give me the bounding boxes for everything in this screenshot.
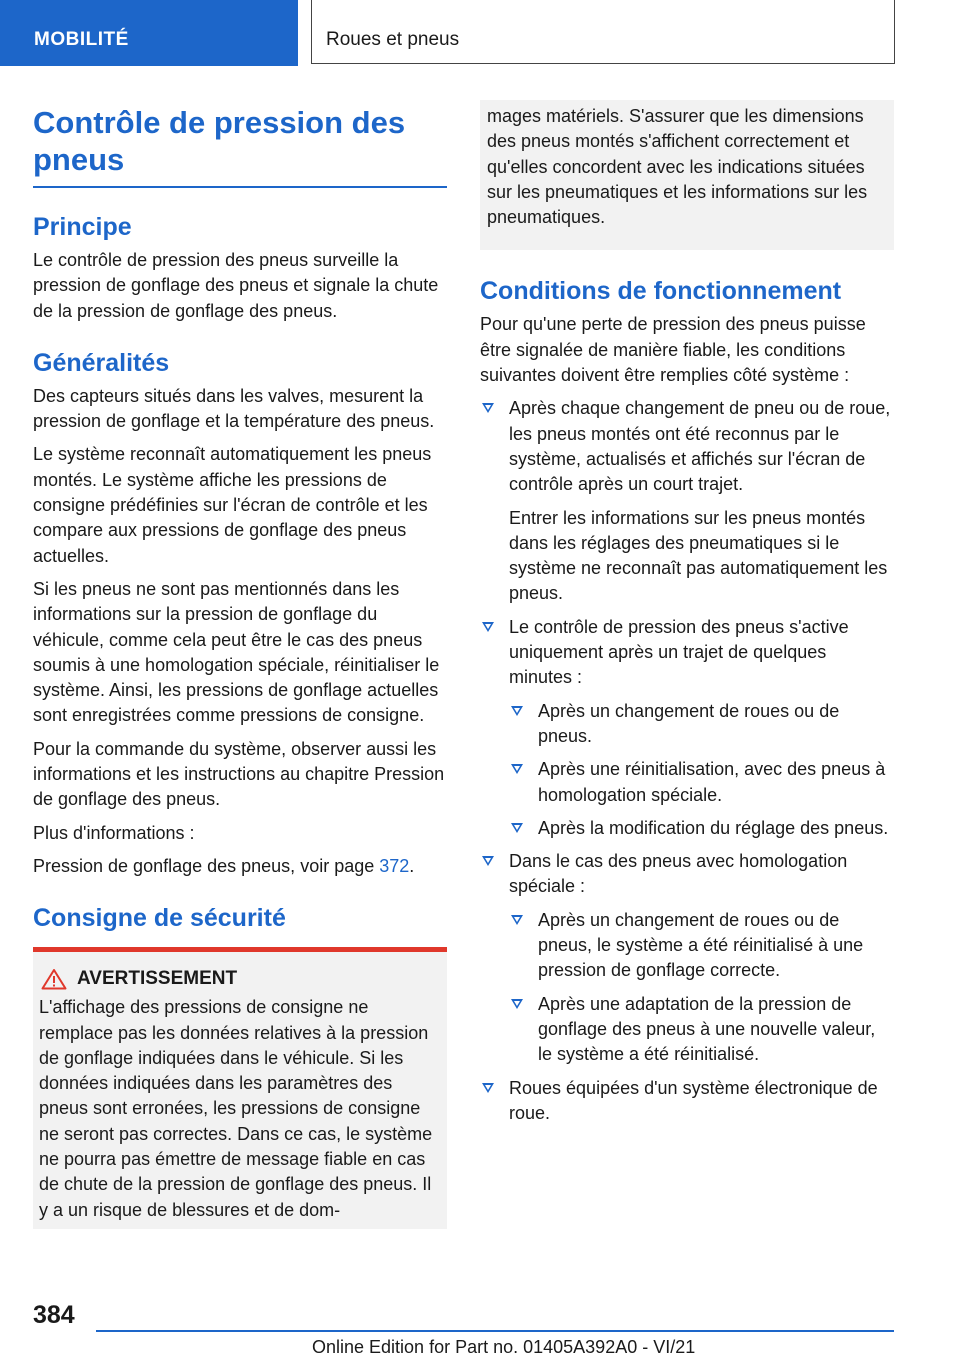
triangle-bullet-icon bbox=[511, 764, 523, 774]
sub-list-item bbox=[509, 699, 894, 750]
sub-list-item bbox=[509, 908, 894, 984]
triangle-bullet-icon bbox=[482, 856, 494, 866]
list-item-text: Roues équipées d'un système électronique de roue. bbox=[509, 1077, 878, 1123]
edition-text: Online Edition for Part no. 01405A392A0 - VI/21 bbox=[312, 1337, 696, 1357]
sub-list-item-text: Après une réinitialisation, avec des pneus à homologation spéciale. bbox=[538, 759, 886, 805]
paragraph: Pour la commande du système, observer aussi les informations et les instructions au chapitre Pression de gonflage des pneus. bbox=[33, 738, 445, 810]
sub-list-item bbox=[509, 757, 894, 808]
triangle-bullet-icon bbox=[511, 915, 523, 925]
page-title: Contrôle de pression des pneus bbox=[33, 100, 447, 188]
triangle-bullet-icon bbox=[482, 403, 494, 413]
section-tab: MOBILITÉ bbox=[0, 0, 298, 66]
sub-list-item-text: Après la modification du réglage des pneus. bbox=[538, 817, 889, 838]
paragraph: Plus d'informations : bbox=[33, 822, 195, 843]
warning-box-continued bbox=[480, 100, 894, 250]
chapter-title: Roues et pneus bbox=[311, 0, 895, 64]
list-item bbox=[480, 396, 894, 606]
reference-text: Pression de gonflage des pneus, voir page bbox=[33, 855, 380, 876]
list-item bbox=[480, 849, 894, 1067]
sub-list-item bbox=[509, 816, 894, 841]
list-item-extra: Entrer les informations sur les pneus montés dans les réglages des pneumatiques si le système ne reconnaît pas automatiquement les pneus. bbox=[509, 507, 888, 604]
warning-header bbox=[41, 968, 439, 990]
paragraph: Le contrôle de pression des pneus surveille la pression de gonflage des pneus et signale la chute de la pression de gonflage des pneus. bbox=[33, 250, 439, 321]
paragraph: Des capteurs situés dans les valves, mesurent la pression de gonflage et la température des pneus. bbox=[33, 385, 435, 432]
list-item bbox=[480, 1076, 894, 1127]
conditions-list bbox=[480, 396, 894, 1126]
list-item-text: Le contrôle de pression des pneus s'active uniquement après un trajet de quelques minutes : bbox=[509, 616, 849, 688]
sub-list-item-text: Après une adaptation de la pression de gonflage des pneus à une nouvelle valeur, le système a été réinitialisé. bbox=[538, 993, 876, 1065]
triangle-bullet-icon bbox=[511, 823, 523, 833]
heading-principe: Principe bbox=[33, 213, 132, 241]
list-item-text: Après chaque changement de pneu ou de roue, les pneus montés ont été reconnus par le système, actualisés et affichés sur l'écran de contrôle après un court trajet. bbox=[509, 398, 891, 495]
warning-text: L'affichage des pressions de consigne ne remplace pas les données relatives à la pression de gonflage indiquées dans le véhicule. Si les données indiquées dans les paramètres des pneus sont erronées, les pressions de consigne ne seront pas correctes. Dans ce cas, le système ne pourra pas émettre de message fiable en cas de chute de la pression de gonflage des pneus. Il y a un risque de blessures et de dom- bbox=[39, 997, 433, 1220]
list-item bbox=[480, 615, 894, 841]
heading-generalites: Généralités bbox=[33, 348, 170, 377]
cross-reference bbox=[33, 854, 447, 879]
page-link[interactable]: 372 bbox=[379, 855, 410, 876]
warning-title: AVERTISSEMENT bbox=[77, 968, 238, 990]
triangle-bullet-icon bbox=[482, 1083, 494, 1093]
paragraph: Le système reconnaît automatiquement les pneus montés. Le système affiche les pressions de consigne prédéfinies sur l'écran de contrôle et les compare aux pressions de gonflage des pneus actuelles. bbox=[33, 444, 432, 566]
sub-list bbox=[509, 908, 894, 1068]
page-number: 384 bbox=[33, 1301, 75, 1329]
sub-list-item-text: Après un changement de roues ou de pneus. bbox=[538, 700, 840, 746]
triangle-bullet-icon bbox=[482, 622, 494, 632]
heading-securite: Consigne de sécurité bbox=[33, 904, 286, 933]
heading-conditions: Conditions de fonctionnement bbox=[480, 277, 842, 306]
sub-list bbox=[509, 699, 894, 841]
sub-list-item-text: Après un changement de roues ou de pneus, le système a été réinitialisé à une pression de gonflage correcte. bbox=[538, 909, 864, 981]
warning-triangle-icon bbox=[41, 968, 67, 990]
triangle-bullet-icon bbox=[511, 999, 523, 1009]
right-column bbox=[480, 100, 894, 1134]
paragraph: Si les pneus ne sont pas mentionnés dans les informations sur la pression de gonflage du véhicule, comme cela peut être le cas des pneus soumis à une homologation spéciale, réinitialiser le système. Ainsi, les pressions de gonflage actuelles sont enregistrées comme pressions de consigne. bbox=[33, 578, 440, 726]
paragraph: Pour qu'une perte de pression des pneus puisse être signalée de manière fiable, les conditions suivantes doivent être remplies côté système : bbox=[480, 314, 866, 386]
reference-end: . bbox=[409, 855, 415, 876]
left-column bbox=[33, 100, 447, 1229]
list-item-text: Dans le cas des pneus avec homologation spéciale : bbox=[509, 851, 848, 897]
footer-divider bbox=[96, 1330, 894, 1332]
triangle-bullet-icon bbox=[511, 706, 523, 716]
sub-list-item bbox=[509, 992, 894, 1068]
warning-text-continued: mages matériels. S'assurer que les dimensions des pneus montés s'affichent correctement et qu'elles concordent avec les indications situées sur les pneumatiques et les informations sur les pneumatiques. bbox=[487, 106, 868, 228]
page-header bbox=[0, 0, 960, 66]
warning-box bbox=[33, 947, 447, 1229]
